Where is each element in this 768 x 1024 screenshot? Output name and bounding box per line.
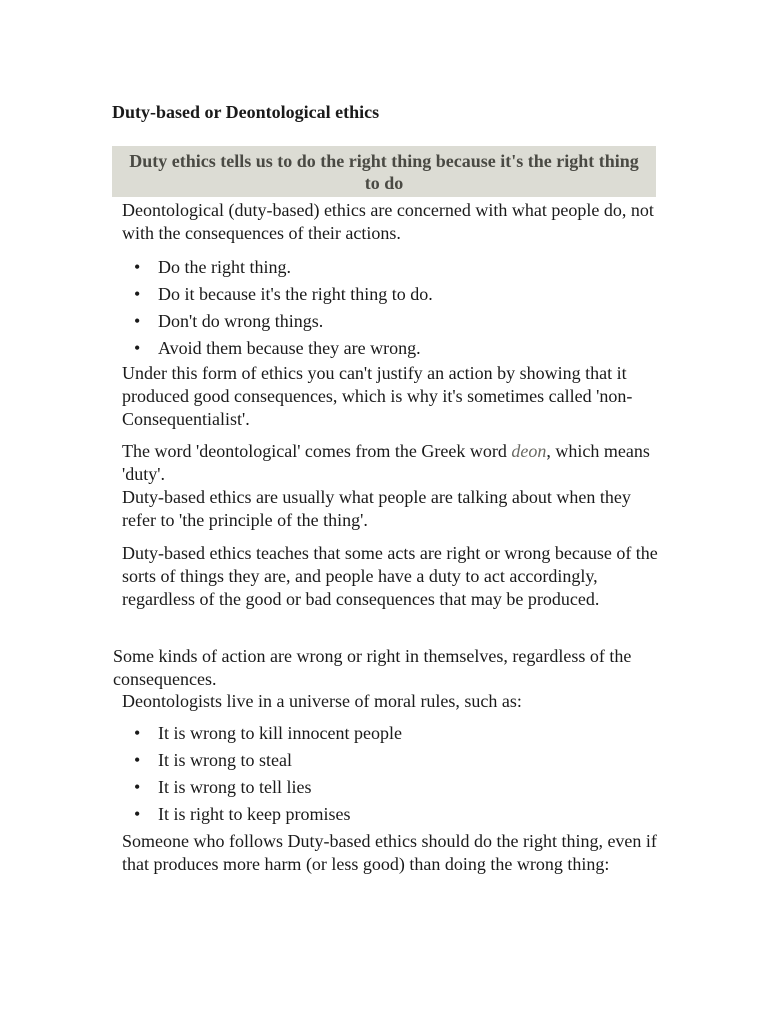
bullet-list-rules — [122, 722, 662, 830]
word-origin-before: The word 'deontological' comes from the Greek word — [122, 441, 512, 461]
bullet-icon: • — [134, 257, 141, 277]
list-item — [122, 776, 662, 803]
greek-word: deon — [511, 441, 547, 461]
list-item — [122, 283, 662, 310]
follows-paragraph: Someone who follows Duty-based ethics should do the right thing, even if that produces more harm (or less good) than doing the wrong thing: — [122, 831, 657, 874]
bullet-icon: • — [134, 777, 141, 797]
list-item — [122, 749, 662, 776]
universe-paragraph: Deontologists live in a universe of moral rules, such as: — [122, 691, 522, 711]
list-item-text: It is wrong to tell lies — [158, 777, 312, 797]
list-item-text: Do it because it's the right thing to do. — [158, 284, 433, 304]
kinds-paragraph: Some kinds of action are wrong or right in themselves, regardless of the consequences. — [113, 646, 632, 689]
bullet-icon: • — [134, 311, 141, 331]
list-item-text: It is wrong to steal — [158, 750, 292, 770]
list-item-text: Avoid them because they are wrong. — [158, 338, 421, 358]
bullet-list-duties — [122, 256, 662, 364]
word-origin-paragraph — [122, 440, 662, 486]
bullet-icon: • — [134, 338, 141, 358]
teaches-paragraph: Duty-based ethics teaches that some acts are right or wrong because of the sorts of things they are, and people have a duty to act accordingly, regardless of the good or bad consequences that may be produced. — [122, 543, 658, 609]
justify-paragraph: Under this form of ethics you can't justify an action by showing that it produced good consequences, which is why it's sometimes called 'non-Consequentialist'. — [122, 363, 633, 429]
list-item — [122, 803, 662, 830]
list-item — [122, 256, 662, 283]
bullet-icon: • — [134, 723, 141, 743]
bullet-icon: • — [134, 284, 141, 304]
intro-paragraph: Deontological (duty-based) ethics are concerned with what people do, not with the consequences of their actions. — [122, 200, 654, 243]
list-item-text: It is right to keep promises — [158, 804, 351, 824]
callout-box — [112, 146, 656, 197]
list-item — [122, 337, 662, 364]
list-item-text: Do the right thing. — [158, 257, 291, 277]
callout-text: Duty ethics tells us to do the right thing because it's the right thing to do — [129, 151, 639, 193]
bullet-icon: • — [134, 750, 141, 770]
list-item — [122, 722, 662, 749]
list-item-text: Don't do wrong things. — [158, 311, 324, 331]
page-title: Duty-based or Deontological ethics — [112, 102, 380, 122]
word-origin-after: , which means 'duty'. — [122, 441, 650, 484]
principle-paragraph: Duty-based ethics are usually what people are talking about when they refer to 'the principle of the thing'. — [122, 487, 631, 530]
list-item-text: It is wrong to kill innocent people — [158, 723, 402, 743]
bullet-icon: • — [134, 804, 141, 824]
list-item — [122, 310, 662, 337]
